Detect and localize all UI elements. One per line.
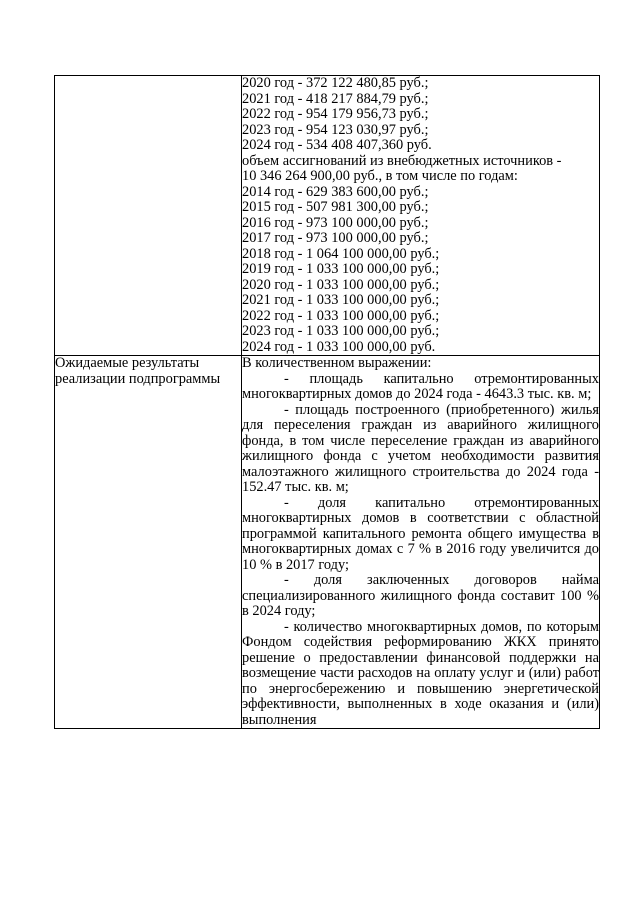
table-row-financing xyxy=(55,76,600,356)
financing-line: 2022 год - 954 179 956,73 руб.; xyxy=(242,106,429,122)
financing-line: 2018 год - 1 064 100 000,00 руб.; xyxy=(242,245,440,262)
financing-line: 2019 год - 1 033 100 000,00 руб.; xyxy=(242,261,440,277)
result-item: - площадь построенного (приобретенного) жилья для переселения граждан из аварийного жилищного фонда, в том числе переселение граждан из аварийного жилищного фонда с учетом необходимости развития малоэтажного жилищного строительства до 2024 года - 152.47 тыс. кв. м; xyxy=(242,401,599,495)
financing-line: 2017 год - 973 100 000,00 руб.; xyxy=(242,230,429,246)
expected-results-heading: В количественном выражении: xyxy=(242,355,432,371)
financing-line: 2014 год - 629 383 600,00 руб.; xyxy=(242,183,429,200)
financing-values-cell xyxy=(242,76,600,356)
result-item: - площадь капитально отремонтированных многоквартирных домов до 2024 года - 4643.3 тыс. кв. м; xyxy=(242,370,599,402)
result-item: - количество многоквартирных домов, по которым Фондом содействия реформированию ЖКХ принято решение о предоставлении финансовой поддержки на возмещение части расходов на оплату услуг и (или) работ по энергосбережению и повышению энергетической эффективности, выполненных в ходе оказания и (или) выполнения xyxy=(242,618,599,728)
financing-line: 2022 год - 1 033 100 000,00 руб.; xyxy=(242,307,440,324)
financing-line: 2021 год - 418 217 884,79 руб.; xyxy=(242,90,429,107)
row-label-cell-empty xyxy=(55,76,242,356)
financing-line: 2023 год - 954 123 030,97 руб.; xyxy=(242,121,429,138)
expected-results-label: Ожидаемые результаты реализации подпрограммы xyxy=(55,355,221,387)
financing-line: 10 346 264 900,00 руб., в том числе по годам: xyxy=(242,168,518,184)
subprogram-passport-table xyxy=(54,75,600,729)
financing-line: 2020 год - 1 033 100 000,00 руб.; xyxy=(242,276,440,293)
financing-line: 2024 год - 1 033 100 000,00 руб. xyxy=(242,338,436,355)
financing-line: 2020 год - 372 122 480,85 руб.; xyxy=(242,75,429,91)
financing-line: 2024 год - 534 408 407,360 руб. xyxy=(242,137,432,153)
result-item: - доля заключенных договоров найма специализированного жилищного фонда составит 100 % в 2024 году; xyxy=(242,572,599,619)
financing-line: 2015 год - 507 981 300,00 руб.; xyxy=(242,199,429,215)
expected-results-label-cell xyxy=(55,356,242,729)
financing-line: 2021 год - 1 033 100 000,00 руб.; xyxy=(242,292,440,308)
table-row-expected-results xyxy=(55,356,600,729)
financing-line: 2023 год - 1 033 100 000,00 руб.; xyxy=(242,323,440,339)
financing-line: объем ассигнований из внебюджетных источников - xyxy=(242,152,562,169)
document-page xyxy=(54,75,600,729)
result-item: - доля капитально отремонтированных многоквартирных домов в соответствии с областной программой капитального ремонта общего имущества в многоквартирных домах с 7 % в 2016 году увеличится до 10 % в 2017 году; xyxy=(242,494,599,573)
expected-results-cell xyxy=(242,356,600,729)
financing-line: 2016 год - 973 100 000,00 руб.; xyxy=(242,214,429,231)
